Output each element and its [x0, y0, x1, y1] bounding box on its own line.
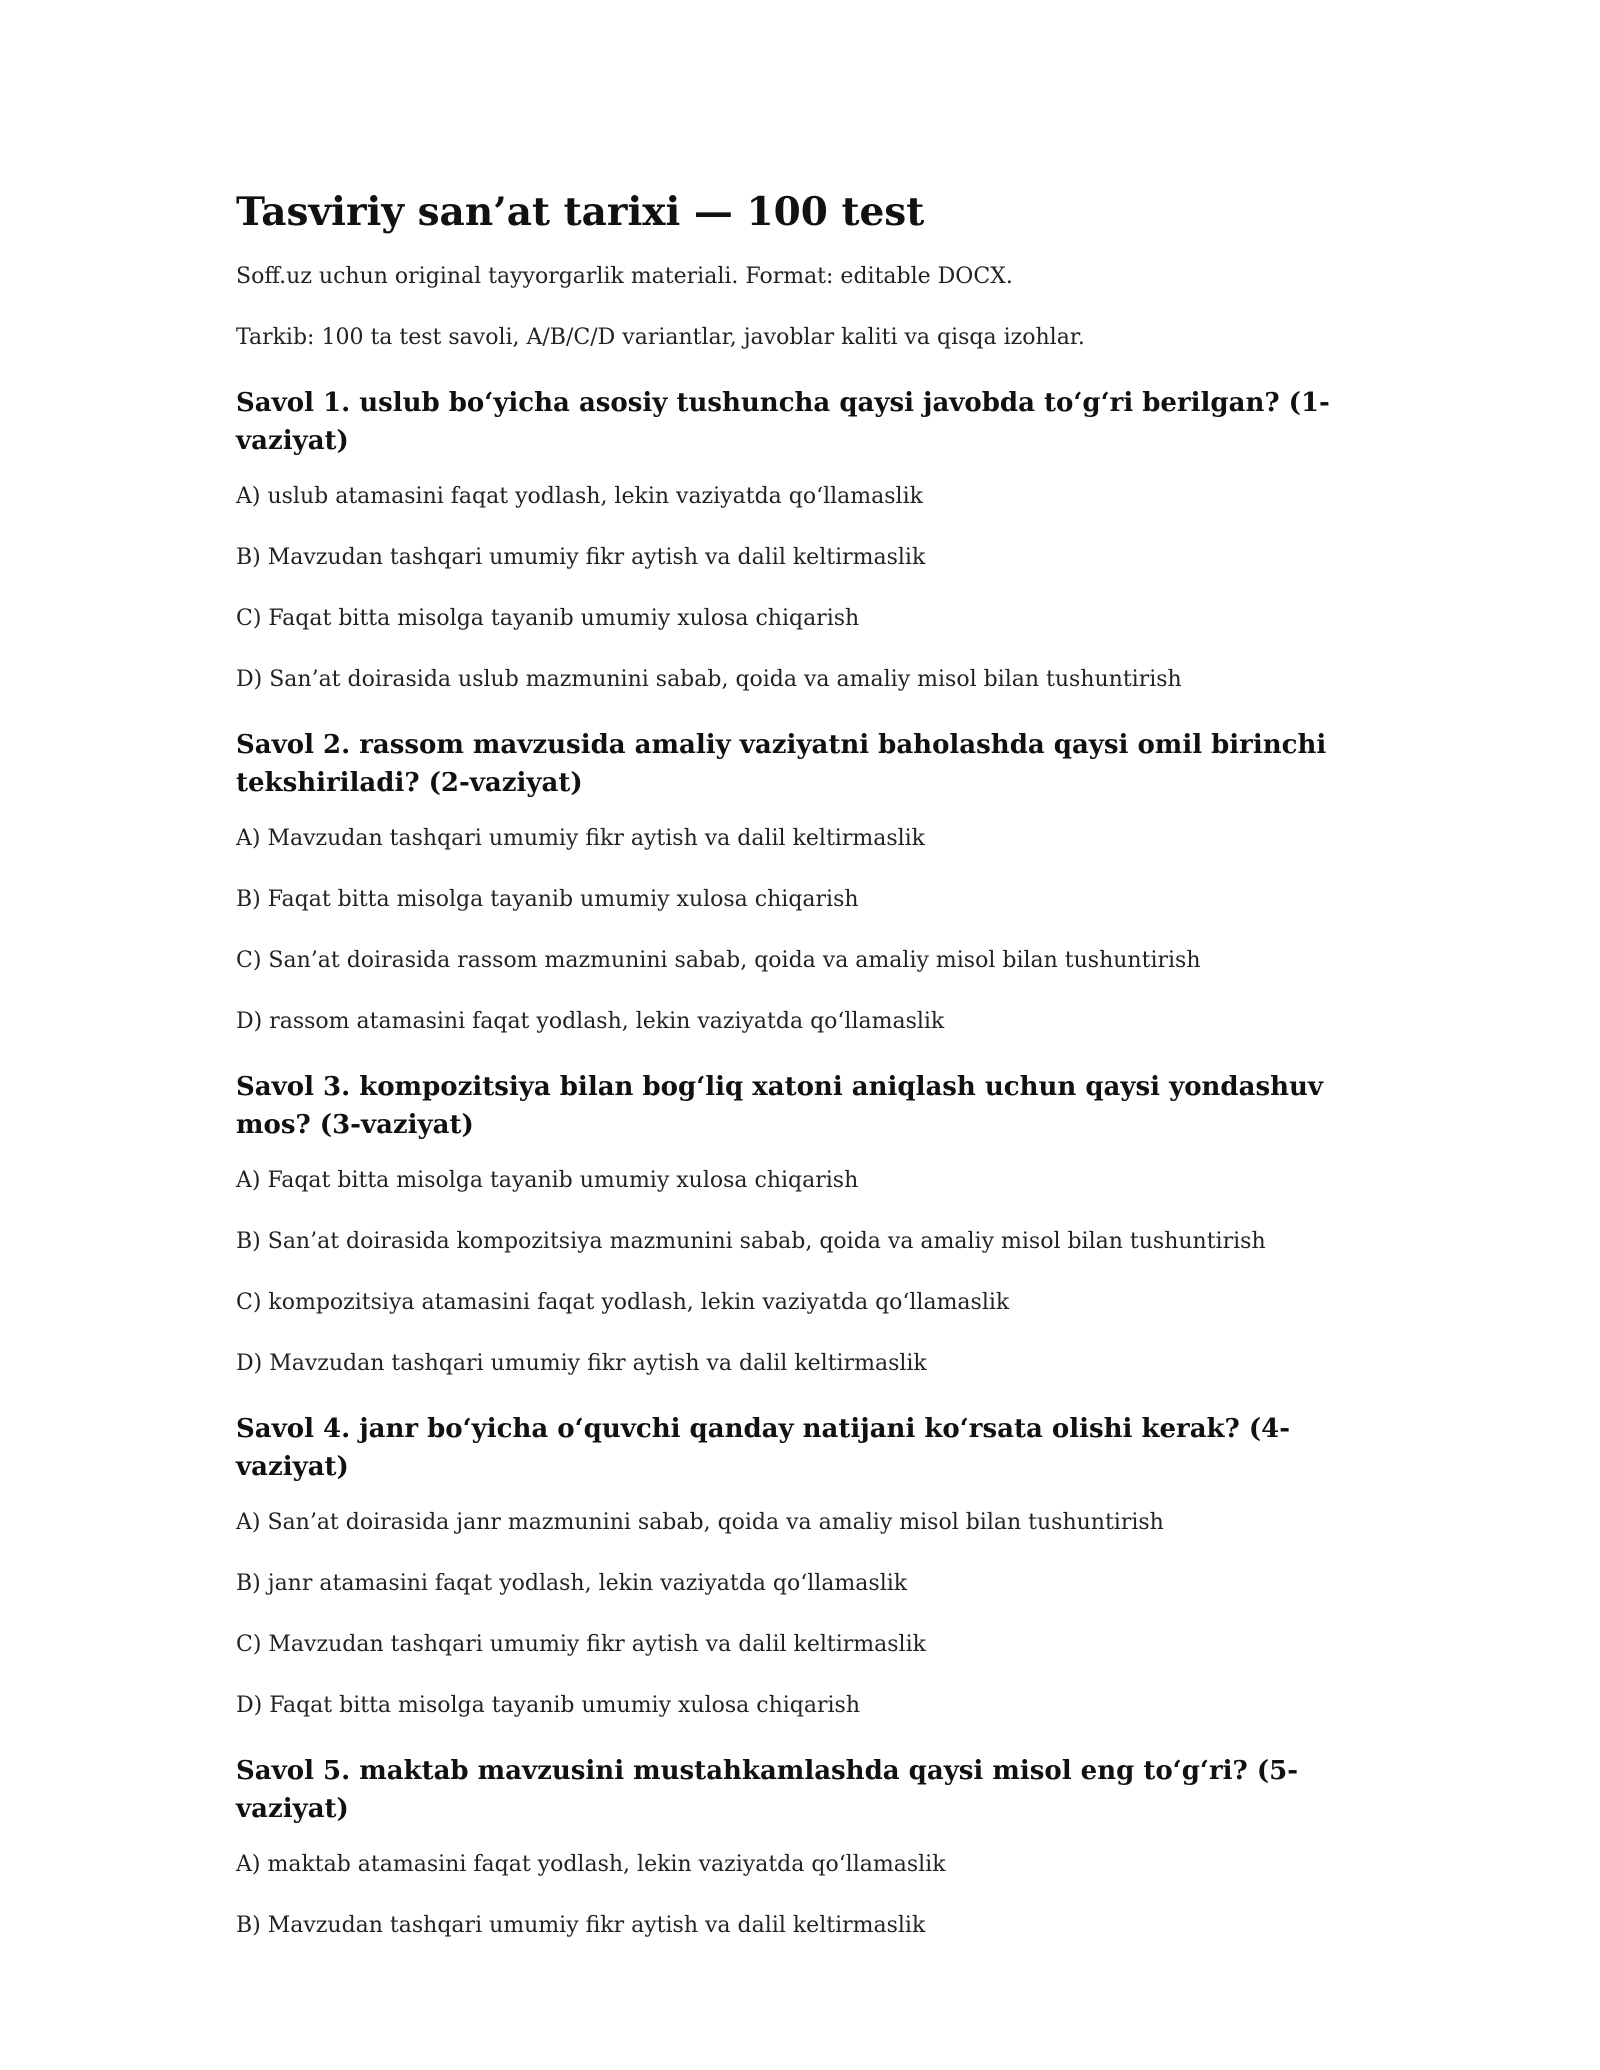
answer-option: A) uslub atamasini faqat yodlash, lekin vaziyatda qo‘llamaslik: [236, 484, 923, 509]
intro-paragraph: Tarkib: 100 ta test savoli, A/B/C/D variantlar, javoblar kaliti va qisqa izohlar.: [236, 325, 1085, 350]
answer-option: B) Faqat bitta misolga tayanib umumiy xulosa chiqarish: [236, 887, 859, 912]
answer-option: C) kompozitsiya atamasini faqat yodlash, lekin vaziyatda qo‘llamaslik: [236, 1290, 1010, 1315]
document-page: [236, 186, 1364, 1941]
answer-option: A) Faqat bitta misolga tayanib umumiy xulosa chiqarish: [236, 1168, 859, 1193]
answer-option: D) rassom atamasini faqat yodlash, lekin vaziyatda qo‘llamaslik: [236, 1009, 945, 1034]
answer-option: D) Mavzudan tashqari umumiy fikr aytish va dalil keltirmaslik: [236, 1351, 927, 1376]
answer-option: B) Mavzudan tashqari umumiy fikr aytish va dalil keltirmaslik: [236, 545, 926, 570]
answer-option: D) San’at doirasida uslub mazmunini sabab, qoida va amaliy misol bilan tushuntirish: [236, 667, 1182, 692]
question-heading: Savol 1. uslub bo‘yicha asosiy tushuncha qaysi javobda to‘g‘ri berilgan? (1-vaziyat): [236, 388, 1330, 456]
document-title: Tasviriy san’at tarixi — 100 test: [236, 189, 925, 235]
answer-option: A) maktab atamasini faqat yodlash, lekin vaziyatda qo‘llamaslik: [236, 1852, 946, 1877]
question-heading: Savol 2. rassom mavzusida amaliy vaziyatni baholashda qaysi omil birinchi tekshiriladi? (2-vaziyat): [236, 730, 1327, 798]
question-block: [236, 384, 1364, 695]
question-heading: Savol 3. kompozitsiya bilan bog‘liq xatoni aniqlash uchun qaysi yondashuv mos? (3-vaziyat): [236, 1072, 1324, 1140]
question-block: [236, 1410, 1364, 1721]
question-heading: Savol 4. janr bo‘yicha o‘quvchi qanday natijani ko‘rsata olishi kerak? (4-vaziyat): [236, 1414, 1291, 1482]
answer-option: A) Mavzudan tashqari umumiy fikr aytish va dalil keltirmaslik: [236, 826, 926, 851]
intro-paragraph: Soff.uz uchun original tayyorgarlik materiali. Format: editable DOCX.: [236, 264, 1013, 289]
question-block: [236, 726, 1364, 1037]
answer-option: B) Mavzudan tashqari umumiy fikr aytish va dalil keltirmaslik: [236, 1913, 926, 1938]
answer-option: B) San’at doirasida kompozitsiya mazmunini sabab, qoida va amaliy misol bilan tushuntirish: [236, 1229, 1266, 1254]
answer-option: C) Mavzudan tashqari umumiy fikr aytish va dalil keltirmaslik: [236, 1632, 926, 1657]
question-heading: Savol 5. maktab mavzusini mustahkamlashda qaysi misol eng to‘g‘ri? (5-vaziyat): [236, 1756, 1299, 1824]
question-block: [236, 1068, 1364, 1379]
answer-option: C) Faqat bitta misolga tayanib umumiy xulosa chiqarish: [236, 606, 860, 631]
question-block: [236, 1752, 1364, 1941]
answer-option: B) janr atamasini faqat yodlash, lekin vaziyatda qo‘llamaslik: [236, 1571, 908, 1596]
answer-option: A) San’at doirasida janr mazmunini sabab, qoida va amaliy misol bilan tushuntirish: [236, 1510, 1164, 1535]
answer-option: C) San’at doirasida rassom mazmunini sabab, qoida va amaliy misol bilan tushuntirish: [236, 948, 1201, 973]
answer-option: D) Faqat bitta misolga tayanib umumiy xulosa chiqarish: [236, 1693, 861, 1718]
